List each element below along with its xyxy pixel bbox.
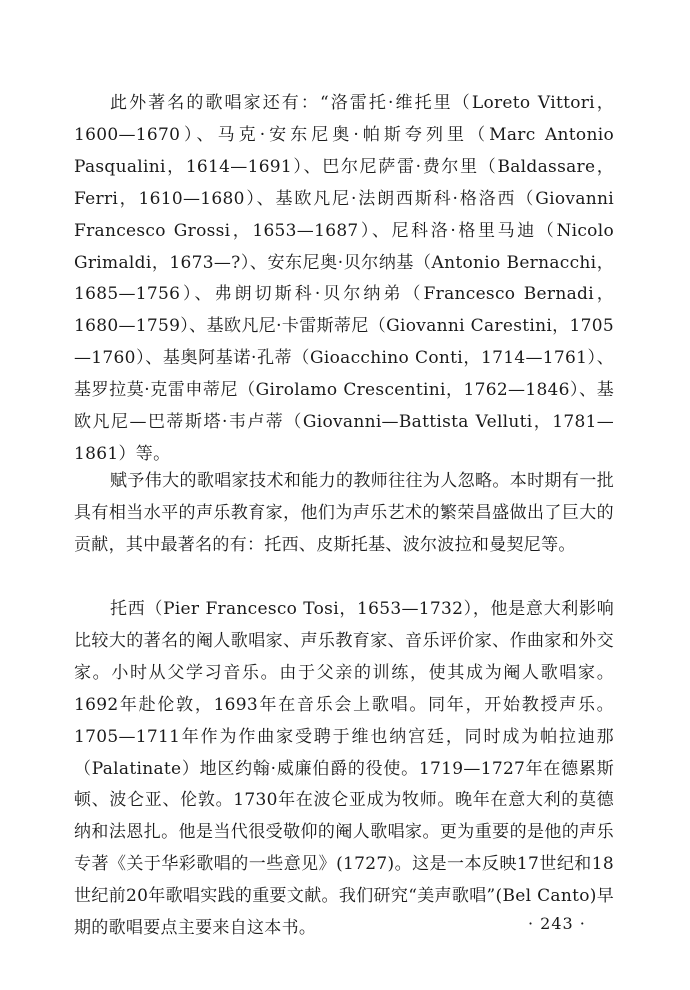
paragraph-teachers-intro: 赋予伟大的歌唱家技术和能力的教师往往为人忽略。本时期有一批具有相当水平的声乐教育家，他们为声乐艺术的繁荣昌盛做出了巨大的贡献，其中最著名的有：托西、皮斯托基、波尔波拉和曼契尼等。 <box>74 471 614 555</box>
page-number: · 243 · <box>528 914 586 933</box>
paragraph-tosi: 托西（Pier Francesco Tosi，1653—1732），他是意大利影响比较大的著名的阉人歌唱家、声乐教育家、音乐评价家、作曲家和外交家。小时从父学习音乐。由于父亲的训练，使其成为阉人歌唱家。1692年赴伦敦，1693年在音乐会上歌唱。同年，开始教授声乐。1705—1711年作为作曲家受聘于维也纳宫廷，同时成为帕拉迪那（Palatinate）地区约翰·威廉伯爵的役使。1719—1727年在德累斯顿、波仑亚、伦敦。1730年在波仑亚成为牧师。晚年在意大利的莫德纳和法恩扎。他是当代很受敬仰的阉人歌唱家。更为重要的是他的声乐专著《关于华彩歌唱的一些意见》(1727)。这是一本反映17世纪和18世纪前20年歌唱实践的重要文献。我们研究“美声歌唱”(Bel Canto)早期的歌唱要点主要来自这本书。 <box>74 599 614 939</box>
paragraph-famous-singers: 此外著名的歌唱家还有：“洛雷托·维托里（Loreto Vittori，1600—1670）、马克·安东尼奥·帕斯夸列里（Marc Antonio Pasqualini，1614—1691）、巴尔尼萨雷·费尔里（Baldassare，Ferri，1610—1680）、基欧凡尼·法朗西斯科·格洛西（Giovanni Francesco Grossi，1653—1687）、尼科洛·格里马迪（Nicolo Grimaldi，1673—?）、安东尼奥·贝尔纳基（Antonio Bernacchi，1685—1756）、弗朗切斯科·贝尔纳弟（Francesco Bernadi，1680—1759）、基欧凡尼·卡雷斯蒂尼（Giovanni Carestini，1705—1760）、基奥阿基诺·孔蒂（Gioacchino Conti，1714—1761）、基罗拉莫·克雷申蒂尼（Girolamo Crescentini，1762—1846）、基欧凡尼—巴蒂斯塔·韦卢蒂（Giovanni—Battista Velluti，1781—1861）等。 <box>74 93 614 464</box>
